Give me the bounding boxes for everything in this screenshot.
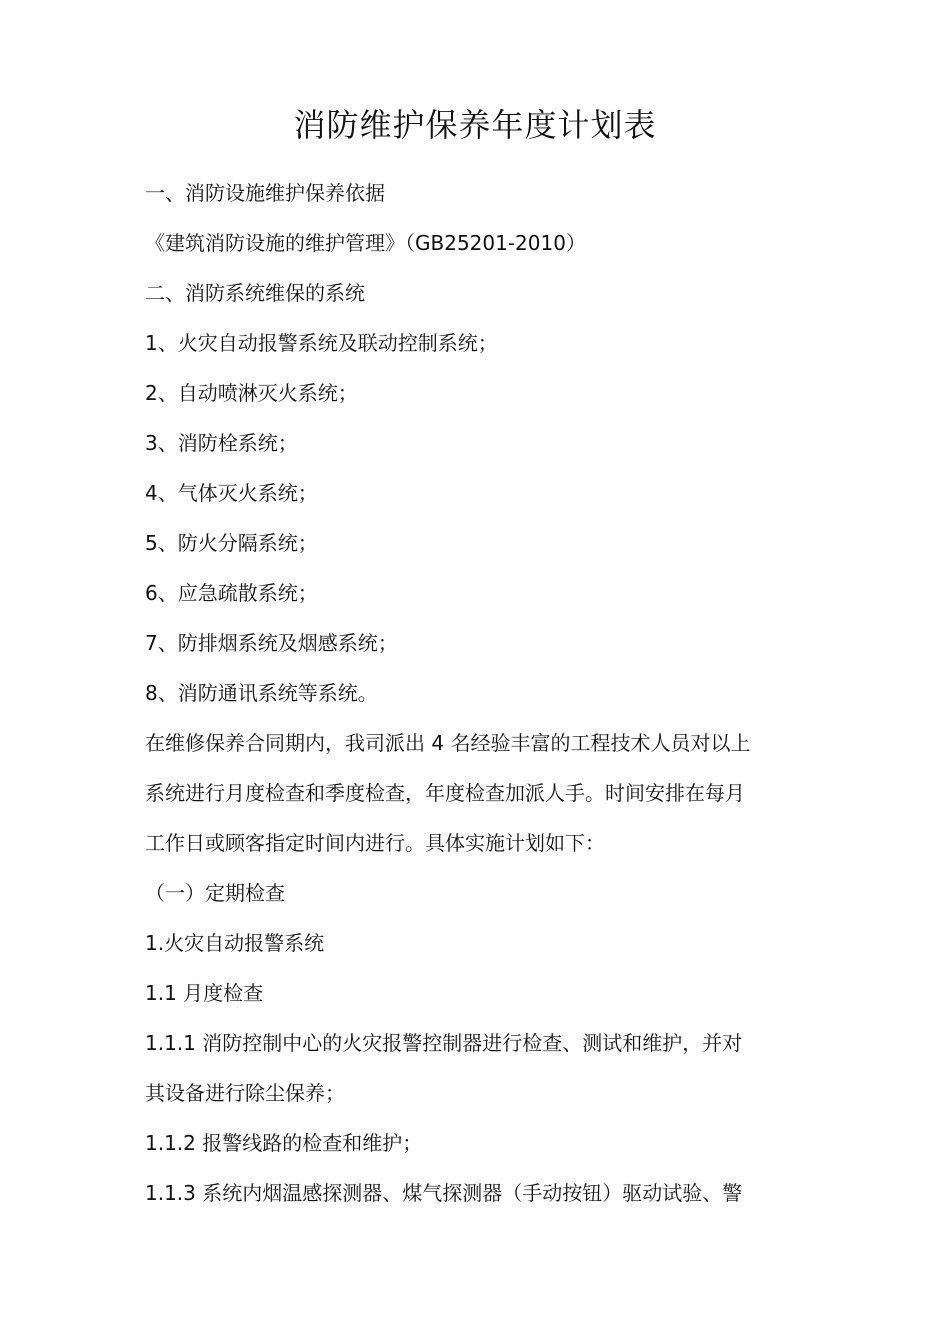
document-body bbox=[145, 168, 810, 1218]
system-item-4: 4、气体灭火系统； bbox=[145, 481, 318, 505]
paragraph-line-2: 系统进行月度检查和季度检查，年度检查加派人手。时间安排在每月 bbox=[145, 781, 745, 805]
check-item-1-1-3-line-1: 1.1.3 系统内烟温感探测器、煤气探测器（手动按钮）驱动试验、警 bbox=[145, 1181, 743, 1205]
check-item-1-1-1-line-2: 其设备进行除尘保养； bbox=[145, 1081, 345, 1105]
item-heading-fire-alarm-system: 1.火灾自动报警系统 bbox=[145, 931, 325, 955]
paragraph-line-1: 在维修保养合同期内，我司派出 4 名经验丰富的工程技术人员对以上 bbox=[145, 731, 751, 755]
system-item-1: 1、火灾自动报警系统及联动控制系统； bbox=[145, 331, 498, 355]
paragraph-line-3: 工作日或顾客指定时间内进行。具体实施计划如下： bbox=[145, 831, 605, 855]
system-item-5: 5、防火分隔系统； bbox=[145, 531, 318, 555]
item-heading-monthly-check: 1.1 月度检查 bbox=[145, 981, 264, 1005]
system-item-7: 7、防排烟系统及烟感系统； bbox=[145, 631, 398, 655]
check-item-1-1-2: 1.1.2 报警线路的检查和维护； bbox=[145, 1131, 423, 1155]
system-item-8: 8、消防通讯系统等系统。 bbox=[145, 681, 378, 705]
section-heading-basis: 一、消防设施维护保养依据 bbox=[145, 181, 385, 205]
standard-reference: 《建筑消防设施的维护管理》（GB25201-2010） bbox=[145, 231, 586, 255]
check-item-1-1-1-line-1: 1.1.1 消防控制中心的火灾报警控制器进行检查、测试和维护，并对 bbox=[145, 1031, 743, 1055]
system-item-6: 6、应急疏散系统； bbox=[145, 581, 318, 605]
document-title: 消防维护保养年度计划表 bbox=[293, 106, 657, 144]
system-item-2: 2、自动喷淋灭火系统； bbox=[145, 381, 358, 405]
system-item-3: 3、消防栓系统； bbox=[145, 431, 298, 455]
subsection-heading-periodic-check: （一）定期检查 bbox=[145, 881, 285, 905]
section-heading-systems: 二、消防系统维保的系统 bbox=[145, 281, 365, 305]
